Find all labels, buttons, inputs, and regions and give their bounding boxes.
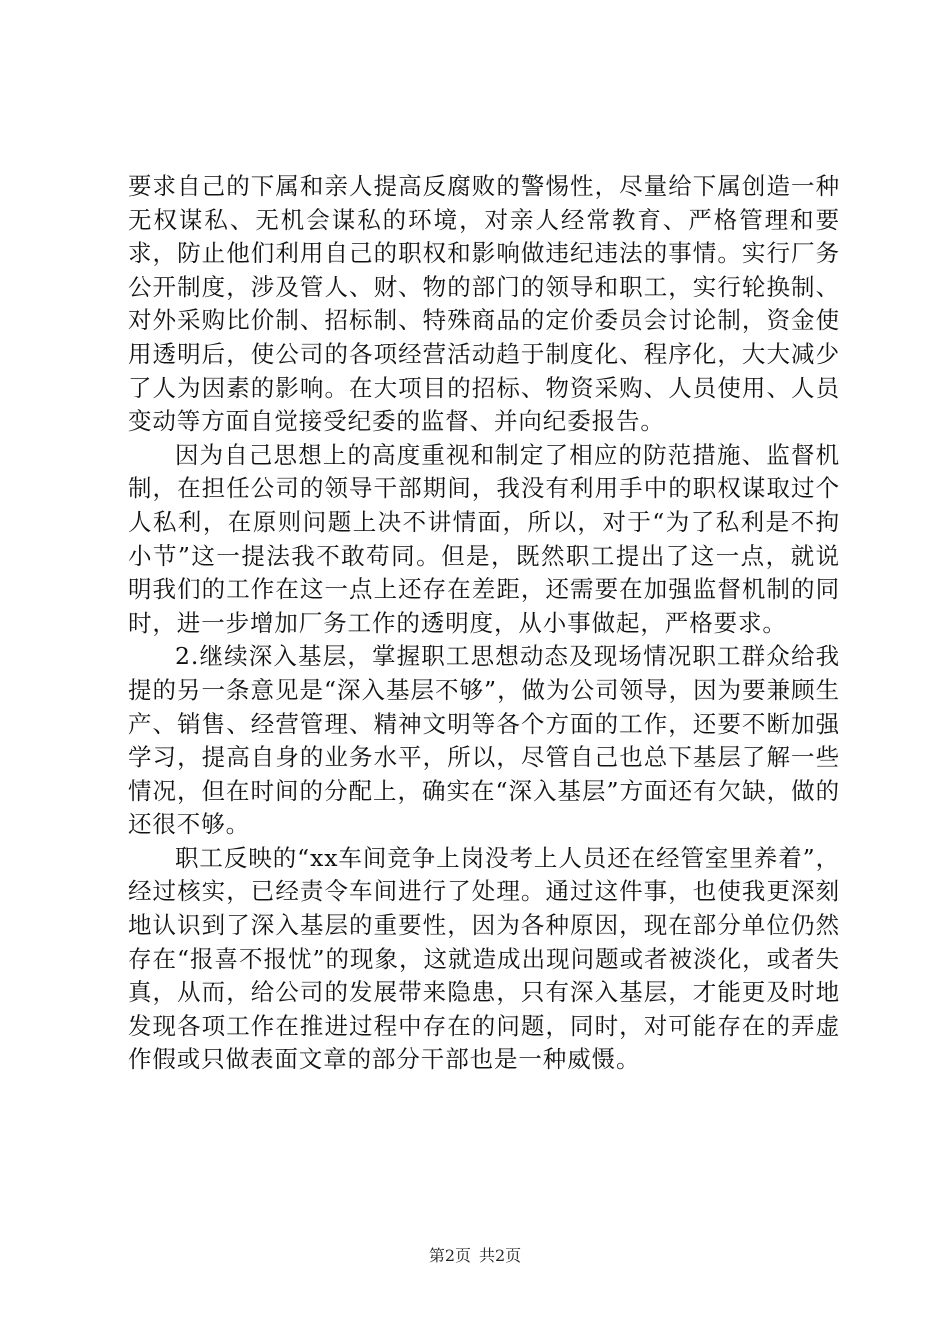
paragraph-3: 2.继续深入基层，掌握职工思想动态及现场情况职工群众给我提的另一条意见是“深入基层不够”，做为公司领导，因为要兼顾生产、销售、经营管理、精神文明等各个方面的工作，还要不断加强学习，提高自身的业务水平，所以，尽管自己也总下基层了解一些情况，但在时间的分配上，确实在“深入基层”方面还有欠缺，做的还很不够。 xyxy=(128,642,840,839)
paragraph-4: 职工反映的“xx车间竞争上岗没考上人员还在经管室里养着”，经过核实，已经责令车间进行了处理。通过这件事，也使我更深刻地认识到了深入基层的重要性，因为各种原因，现在部分单位仍然存在“报喜不报忧”的现象，这就造成出现问题或者被淡化，或者失真，从而，给公司的发展带来隐患，只有深入基层，才能更及时地发现各项工作在推进过程中存在的问题，同时，对可能存在的弄虚作假或只做表面文章的部分干部也是一种威慑。 xyxy=(128,843,840,1074)
document-body xyxy=(128,170,840,1077)
page-footer xyxy=(0,1246,950,1266)
paragraph-1: 要求自己的下属和亲人提高反腐败的警惕性，尽量给下属创造一种无权谋私、无机会谋私的环境，对亲人经常教育、严格管理和要求，防止他们利用自己的职权和影响做违纪违法的事情。实行厂务公开制度，涉及管人、财、物的部门的领导和职工，实行轮换制、对外采购比价制、招标制、特殊商品的定价委员会讨论制，资金使用透明后，使公司的各项经营活动趋于制度化、程序化，大大减少了人为因素的影响。在大项目的招标、物资采购、人员使用、人员变动等方面自觉接受纪委的监督、并向纪委报告。 xyxy=(128,172,840,436)
paragraph-2: 因为自己思想上的高度重视和制定了相应的防范措施、监督机制，在担任公司的领导干部期间，我没有利用手中的职权谋取过个人私利，在原则问题上决不讲情面，所以，对于“为了私利是不拘小节”这一提法我不敢苟同。但是，既然职工提出了这一点，就说明我们的工作在这一点上还存在差距，还需要在加强监督机制的同时，进一步增加厂务工作的透明度，从小事做起，严格要求。 xyxy=(128,440,840,637)
page-number: 第2页 xyxy=(428,1246,471,1265)
page-total: 共2页 xyxy=(479,1246,522,1265)
